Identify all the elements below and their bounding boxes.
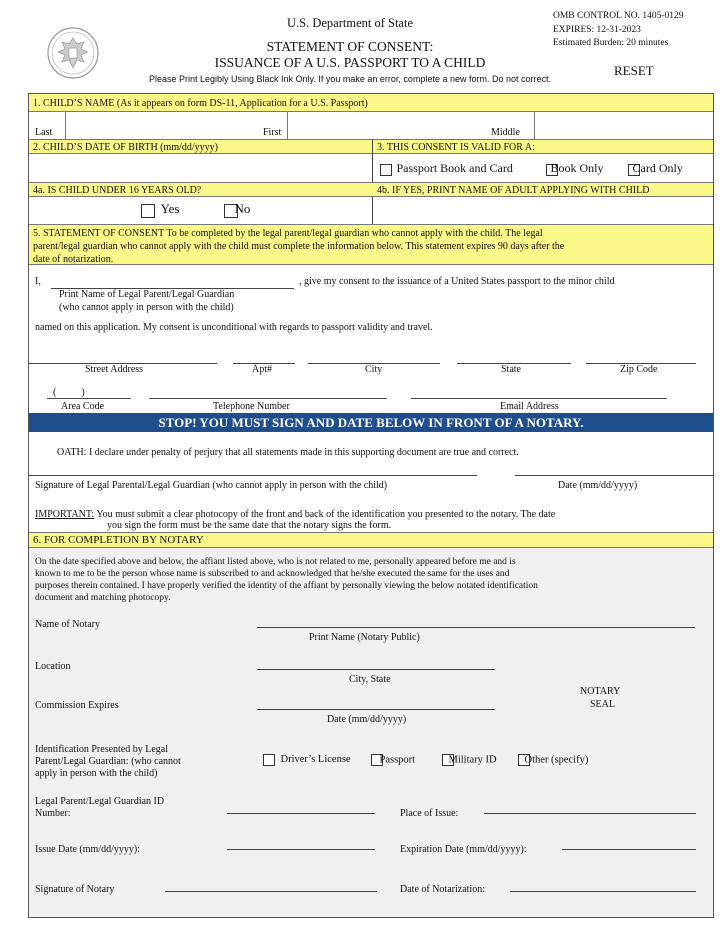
last-name-label: Last: [35, 127, 53, 138]
section-5-line2: parent/legal guardian who cannot apply with the child must complete the information below. This statement expires 90 days after the: [33, 241, 565, 252]
expiration-notice: EXPIRES: 12-31-2023: [553, 25, 641, 35]
issue-date-label: Issue Date (mm/dd/yyyy):: [35, 844, 140, 855]
id-number-input[interactable]: [227, 800, 375, 814]
id-number-label-1: Legal Parent/Legal Guardian ID: [35, 796, 165, 807]
parent-signature-date-input[interactable]: [515, 464, 713, 476]
notary-para-line1: On the date specified above and below, the affiant listed above, who is not related to me, personally appeared before me and is: [35, 557, 516, 567]
stop-banner: [29, 413, 713, 432]
form-title-line2: ISSUANCE OF A U.S. PASSPORT TO A CHILD: [214, 55, 486, 70]
last-name-input[interactable]: [65, 112, 263, 139]
commission-expires-input[interactable]: [257, 696, 495, 710]
id-number-label-2: Number:: [35, 808, 71, 819]
telephone-input[interactable]: [149, 384, 387, 399]
drivers-license-checkbox[interactable]: [263, 754, 275, 766]
section-1-label: 1. CHILD’S NAME (As it appears on form DS-11, Application for a U.S. Passport): [33, 98, 368, 109]
area-code-label: Area Code: [61, 401, 105, 412]
state-label: State: [501, 364, 521, 375]
drivers-license-label: Driver’s License: [280, 754, 351, 766]
reset-button[interactable]: RESET: [614, 63, 654, 78]
consent-option-book-and-card[interactable]: [380, 162, 513, 176]
other-id-label: Other (specify): [524, 754, 589, 766]
street-address-label: Street Address: [85, 364, 144, 375]
named-application-text: named on this application. My consent is unconditional with regards to passport validity and travel.: [35, 322, 433, 333]
commission-date-label: Date (mm/dd/yyyy): [327, 714, 407, 725]
city-input[interactable]: [308, 350, 440, 364]
state-department-seal: [46, 26, 100, 80]
city-state-label: City, State: [349, 674, 391, 685]
child-name-row: [29, 112, 713, 139]
print-name-caption-1: Print Name of Legal Parent/Legal Guardian: [59, 289, 235, 300]
expiration-date-input[interactable]: [562, 836, 696, 850]
parent-name-input[interactable]: [51, 274, 294, 289]
city-label: City: [365, 364, 383, 375]
ink-instructions: Please Print Legibly Using Black Ink Only. If you make an error, complete a new form. Do not correct.: [148, 74, 551, 84]
consent-option-card-only[interactable]: [628, 162, 683, 176]
date-of-notarization-label: Date of Notarization:: [400, 884, 485, 895]
section-1-header: [29, 94, 713, 112]
i-label: I,: [35, 276, 41, 287]
zip-label: Zip Code: [620, 364, 658, 375]
omb-control-number: OMB CONTROL NO. 1405-0129: [553, 11, 684, 21]
important-label: IMPORTANT:: [35, 509, 95, 520]
id-option-other[interactable]: [518, 754, 588, 766]
yes-checkbox[interactable]: [141, 204, 155, 218]
issue-date-input[interactable]: [227, 836, 375, 850]
commission-expires-label: Commission Expires: [35, 700, 119, 711]
telephone-label: Telephone Number: [213, 401, 290, 412]
estimated-burden: Estimated Burden: 20 minutes: [553, 38, 669, 48]
section-2-3-header: [29, 139, 713, 154]
print-name-caption-2: (who cannot apply in person with the child): [59, 302, 234, 313]
notary-section: [29, 548, 713, 917]
location-label: Location: [35, 661, 71, 672]
section-6-header: [29, 532, 713, 548]
stop-banner-text: STOP! YOU MUST SIGN AND DATE BELOW IN FRONT OF A NOTARY.: [158, 415, 584, 430]
book-and-card-checkbox[interactable]: [380, 164, 392, 176]
book-and-card-label: Passport Book and Card: [396, 161, 513, 175]
zip-input[interactable]: [586, 350, 696, 364]
place-of-issue-input[interactable]: [484, 800, 696, 814]
oath-text: OATH: I declare under penalty of perjury that all statements made in this supporting document are true and correct.: [57, 447, 519, 458]
area-code-input[interactable]: [47, 384, 131, 399]
under-16-yes[interactable]: [141, 203, 179, 218]
apt-input[interactable]: [233, 350, 295, 364]
no-label: No: [234, 201, 251, 216]
consent-form: [28, 93, 714, 918]
email-input[interactable]: [411, 384, 667, 399]
notary-seal-label-1: NOTARY: [580, 686, 621, 697]
expiration-date-label: Expiration Date (mm/dd/yyyy):: [400, 844, 527, 855]
yes-label: Yes: [160, 201, 180, 216]
location-input[interactable]: [257, 656, 495, 670]
military-id-label: Military ID: [448, 754, 497, 766]
child-dob-input[interactable]: [29, 154, 372, 183]
section-2-label: 2. CHILD’S DATE OF BIRTH (mm/dd/yyyy): [33, 142, 218, 153]
section-4a-label: 4a. IS CHILD UNDER 16 YEARS OLD?: [33, 185, 202, 196]
street-address-input[interactable]: [29, 350, 217, 364]
first-name-label: First: [263, 127, 282, 138]
section-6-label: 6. FOR COMPLETION BY NOTARY: [33, 534, 204, 546]
area-code-parens: ( ): [53, 387, 85, 398]
id-presented-line1: Identification Presented by Legal: [35, 744, 169, 755]
notary-para-line3: purposes therein contained. I have properly verified the identity of the affiant by personally viewing the below notated identification: [35, 581, 538, 591]
consent-text: , give my consent to the issuance of a United States passport to the minor child: [299, 276, 615, 287]
section-5-line1: 5. STATEMENT OF CONSENT To be completed by the legal parent/legal guardian who cannot apply with the child. The legal: [33, 228, 543, 239]
department-name: U.S. Department of State: [286, 16, 413, 30]
parent-signature-date-label: Date (mm/dd/yyyy): [558, 480, 638, 491]
print-name-notary-label: Print Name (Notary Public): [309, 632, 420, 643]
card-only-label: Card Only: [632, 161, 683, 175]
name-of-notary-label: Name of Notary: [35, 619, 100, 630]
form-title-line1: STATEMENT OF CONSENT:: [266, 39, 434, 54]
notary-signature-label: Signature of Notary: [35, 884, 115, 895]
notary-signature-input[interactable]: [165, 878, 377, 892]
email-label: Email Address: [500, 401, 559, 412]
important-text-1: You must submit a clear photocopy of the front and back of the identification you presented to the notary. The date: [94, 509, 556, 520]
parent-signature-input[interactable]: [29, 464, 477, 476]
id-option-military[interactable]: [442, 754, 497, 766]
important-notice-line2: you sign the form must be the same date that the notary signs the form.: [107, 520, 392, 531]
under-16-no[interactable]: [224, 203, 250, 218]
state-input[interactable]: [457, 350, 571, 364]
first-name-input[interactable]: [287, 112, 487, 139]
notary-para-line2: known to me to be the person whose name is subscribed to and acknowledged that he/she executed the same for the uses and: [35, 569, 510, 579]
section-3-label: 3. THIS CONSENT IS VALID FOR A:: [377, 142, 535, 153]
id-option-drivers-license[interactable]: [263, 754, 351, 766]
apt-label: Apt#: [252, 364, 272, 375]
notary-seal-label-2: SEAL: [590, 699, 615, 710]
notary-name-input[interactable]: [257, 614, 695, 628]
section-4-header: [29, 182, 713, 197]
section-5-header: [29, 224, 713, 265]
parent-signature-label: Signature of Legal Parental/Legal Guardian (who cannot apply in person with the child): [35, 480, 388, 491]
notary-para-line4: document and matching photocopy.: [35, 593, 171, 603]
place-of-issue-label: Place of Issue:: [400, 808, 459, 819]
consent-option-book-only[interactable]: [546, 162, 604, 176]
middle-name-label: Middle: [491, 127, 520, 138]
id-option-passport[interactable]: [371, 754, 415, 766]
adult-applying-name-input[interactable]: [373, 197, 713, 225]
section-4b-label: 4b. IF YES, PRINT NAME OF ADULT APPLYING WITH CHILD: [377, 185, 650, 196]
middle-name-input[interactable]: [534, 112, 713, 139]
id-presented-line3: apply in person with the child): [35, 768, 158, 779]
date-of-notarization-input[interactable]: [510, 878, 696, 892]
section-5-line3: date of notarization.: [33, 254, 114, 265]
id-presented-line2: Parent/Legal Guardian: (who cannot: [35, 756, 181, 767]
book-only-label: Book Only: [550, 161, 604, 175]
passport-label: Passport: [379, 754, 416, 766]
